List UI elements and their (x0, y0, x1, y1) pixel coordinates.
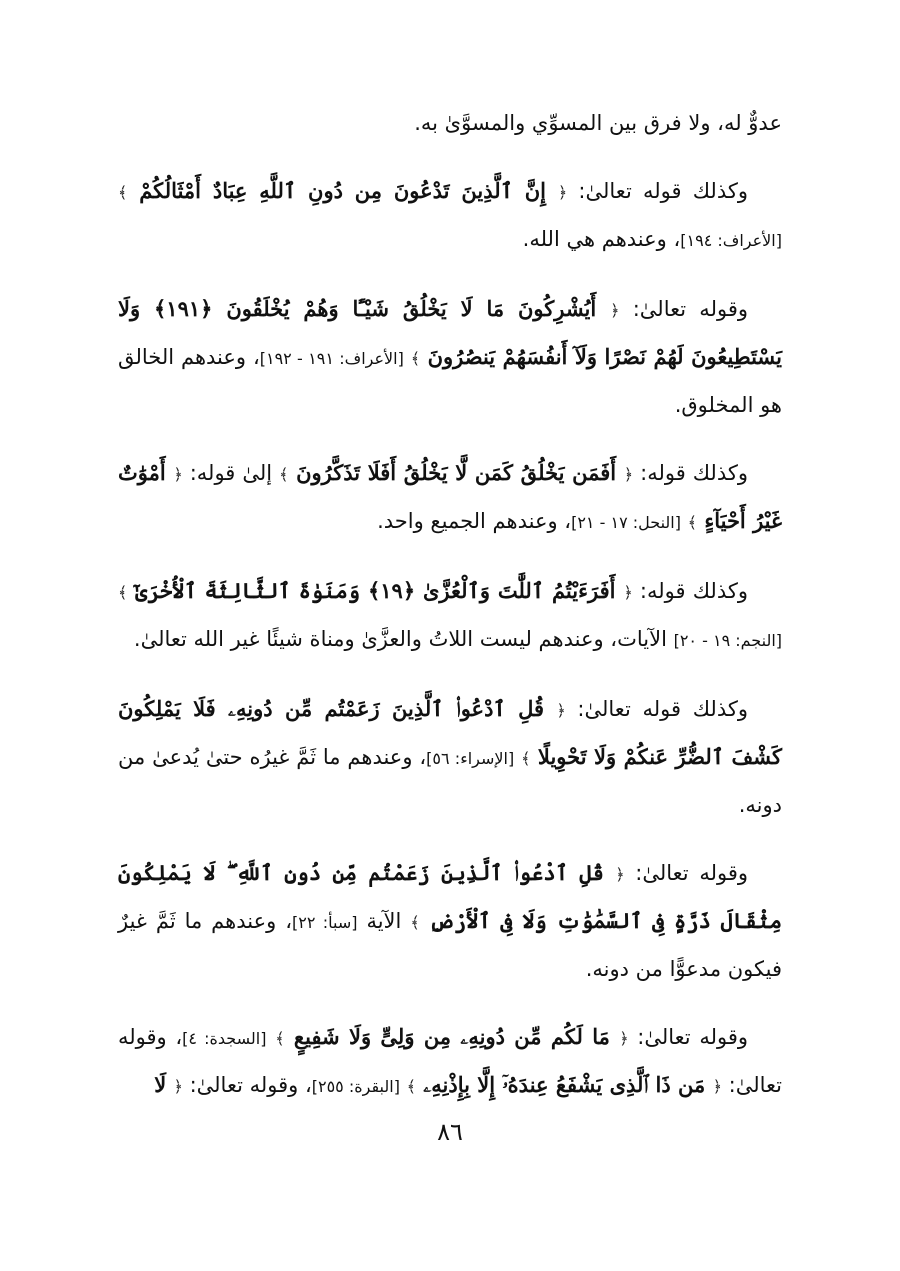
quran-verse: أَفَرَءَيْتُمُ ٱللَّٰتَ وَٱلْعُزَّىٰ ﴿١٩﴾ وَمَنَوٰةَ ٱلثَّالِثَةَ ٱلْأُخْرَىٰٓ (127, 578, 624, 603)
ornate-bracket: ﴿ (623, 465, 634, 484)
body-text: ، وعندهم ما ثَمَّ غيرُه حتىٰ يُدعىٰ من دونه. (118, 745, 782, 817)
body-text: ، وقوله تعالىٰ: (118, 1025, 782, 1097)
ornate-bracket: ﴿ (619, 1029, 629, 1048)
verse-reference: [سبأ: ٢٢] (291, 913, 358, 932)
verse-reference: [النحل: ١٧ - ٢١] (571, 513, 681, 532)
paragraph (118, 100, 782, 146)
body-text: إلىٰ قوله: (182, 461, 280, 485)
quran-verse: مَن ذَا ٱلَّذِى يَشْفَعُ عِندَهُۥٓ إِلَّا بِإِذْنِهِۦ (416, 1072, 713, 1097)
paragraph (118, 450, 782, 546)
body-text: ، وعندهم ما ثَمَّ غيرٌ فيكون مدعوًّا من دونه. (118, 909, 782, 981)
body-text: وكذلك قوله: (633, 461, 748, 485)
ornate-bracket: ﴾ (521, 749, 531, 768)
body-text: الآيات، وعندهم ليست اللاتُ والعزَّىٰ ومناة شيئًا غير الله تعالىٰ. (133, 627, 674, 651)
paragraph (118, 568, 782, 664)
quran-verse: أَفَمَن يَخْلُقُ كَمَن لَّا يَخْلُقُ أَفَلَا تَذَكَّرُونَ (288, 460, 624, 485)
body-text: وقوله تعالىٰ: (619, 297, 748, 321)
quran-verse: مَا لَكُم مِّن دُونِهِۦ مِن وَلِىٍّ وَلَا شَفِيعٍ (284, 1024, 620, 1049)
verse-reference: [الأعراف: ١٩١ - ١٩٢] (259, 349, 404, 368)
body-text: وكذلك قوله تعالىٰ: (565, 697, 748, 721)
ornate-bracket: ﴿ (173, 465, 183, 484)
body-text: ، وقوله تعالىٰ: (182, 1073, 312, 1097)
body-text: وقوله تعالىٰ: (624, 861, 748, 885)
verse-reference: [الأعراف: ١٩٤] (680, 231, 782, 250)
quran-verse: أَيُشْرِكُونَ مَا لَا يَخْلُقُ شَيْـًٔا وَهُمْ يُخْلَقُونَ ﴿١٩١﴾ وَلَا يَسْتَطِيعُونَ لَهُمْ نَصْرًا وَلَآ أَنفُسَهُمْ يَنصُرُونَ (118, 296, 782, 369)
paragraph (118, 850, 782, 992)
ornate-bracket: ﴿ (557, 183, 568, 202)
body-text (266, 1025, 275, 1049)
ornate-bracket: ﴾ (687, 513, 698, 532)
verse-reference: [النجم: ١٩ - ٢٠] (673, 631, 782, 650)
ornate-bracket: ﴿ (173, 1077, 183, 1096)
body-text (681, 509, 688, 533)
ornate-bracket: ﴾ (118, 583, 128, 602)
paragraph (118, 168, 782, 264)
paragraph (118, 1014, 782, 1110)
quran-verse: إِنَّ ٱلَّذِينَ تَدْعُونَ مِن دُونِ ٱللَّهِ عِبَادٌ أَمْثَالُكُمْ (127, 178, 558, 203)
ornate-bracket: ﴾ (410, 349, 421, 368)
quran-verse: قُلِ ٱدْعُوا۟ ٱلَّذِينَ زَعَمْتُم مِّن دُونِهِۦ فَلَا يَمْلِكُونَ كَشْفَ ٱلضُّرِّ عَنكُمْ وَلَا تَحْوِيلًا (118, 696, 783, 769)
body-text: وكذلك قوله تعالىٰ: (567, 179, 748, 203)
ornate-bracket: ﴿ (712, 1077, 722, 1096)
verse-reference: [السجدة: ٤] (182, 1029, 267, 1048)
body-text: ، وعندهم هي الله. (522, 227, 681, 251)
page-number: ٨٦ (437, 1118, 463, 1146)
paragraph (118, 286, 782, 428)
ornate-bracket: ﴾ (118, 183, 128, 202)
body-text: ، وعندهم الخالق هو المخلوق. (118, 345, 782, 417)
ornate-bracket: ﴿ (610, 301, 620, 320)
ornate-bracket: ﴾ (279, 465, 289, 484)
verse-reference: [البقرة: ٢٥٥] (311, 1077, 400, 1096)
verse-reference: [الإسراء: ٥٦] (426, 749, 515, 768)
quran-verse: أَمْوَٰتٌ غَيْرُ أَحْيَآءٍ (118, 460, 782, 533)
quran-verse: قُلِ ٱدْعُوا۟ ٱلَّذِينَ زَعَمْتُم مِّن دُونِ ٱللَّهِ ۖ لَا يَمْلِكُونَ مِثْقَالَ ذَرَّةٍ فِى ٱلسَّمَٰوَٰتِ وَلَا فِى ٱلْأَرْضِ (118, 860, 783, 933)
ornate-bracket: ﴿ (623, 583, 633, 602)
body-text (400, 1073, 407, 1097)
ornate-bracket: ﴾ (406, 1077, 416, 1096)
quran-verse: لَا (154, 1072, 174, 1097)
body-text: وكذلك قوله: (632, 579, 748, 603)
body-text (404, 345, 411, 369)
ornate-bracket: ﴾ (410, 913, 420, 932)
body-text: ، وعندهم الجميع واحد. (377, 509, 572, 533)
body-text: الآية (357, 909, 411, 933)
ornate-bracket: ﴿ (556, 701, 566, 720)
body-text: وقوله تعالىٰ: (628, 1025, 749, 1049)
ornate-bracket: ﴾ (275, 1029, 285, 1048)
page-body (118, 100, 782, 1132)
ornate-bracket: ﴿ (615, 865, 625, 884)
paragraph (118, 686, 782, 828)
body-text: عدوٌّ له، ولا فرق بين المسوِّي والمسوَّىٰ به. (414, 111, 782, 135)
